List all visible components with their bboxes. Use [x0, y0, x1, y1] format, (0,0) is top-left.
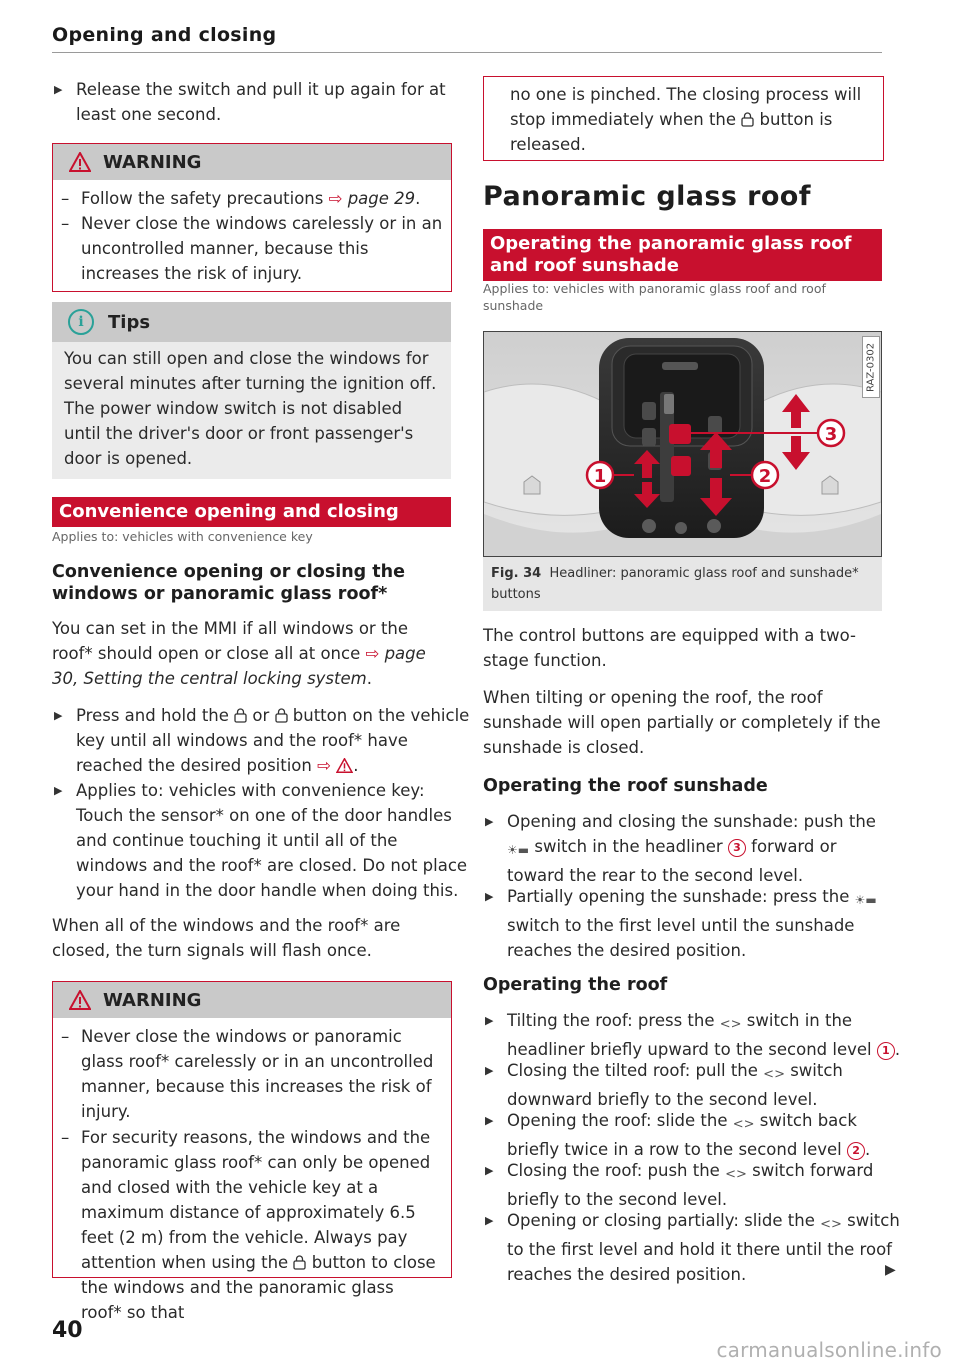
arrow-ref-icon: ⇨ — [328, 189, 348, 208]
bullet-partial-roof: ▶ Opening or closing partially: slide the <> switch to the first level and hold it there until the roof reaches the desired position. — [483, 1208, 907, 1287]
tips-header — [52, 302, 451, 342]
callout-2 — [752, 462, 778, 488]
page-header-title: Opening and closing — [52, 24, 277, 46]
key-lock-icon — [293, 1255, 306, 1270]
figure-headliner — [483, 331, 882, 557]
page-number: 40 — [52, 1318, 83, 1343]
watermark: carmanualsonline.info — [716, 1338, 942, 1362]
para-two-stage: The control buttons are equipped with a two-stage function. — [483, 626, 856, 670]
warning-triangle-icon — [69, 152, 91, 172]
tips-text: You can still open and close the windows for several minutes after turning the ignition off. The power window switch is not disabled until the driver's door or front passenger's door is opened. — [64, 349, 437, 468]
warning-label-2: WARNING — [103, 989, 202, 1011]
callout-3 — [818, 420, 844, 446]
tips-body — [52, 342, 451, 479]
figure-code: RAZ-0302 — [865, 342, 877, 392]
roof-switch-icon: <> — [820, 1217, 842, 1232]
bullet-press-hold: ▶ Press and hold the or button on the vehicle key until all windows and the roof* have reached the desired position ⇨ . — [52, 703, 472, 778]
sunshade-icon: ☀▬ — [507, 843, 530, 857]
applies-to-convenience: Applies to: vehicles with convenience key — [52, 529, 313, 544]
bullet-sensor: ▶ Applies to: vehicles with convenience key: Touch the sensor* on one of the door handles and continue touching it until all of the windows and the roof* are closed. Do not place your hand in the door handle when doing this. — [52, 778, 472, 903]
warning1-page-ref[interactable]: page 29 — [347, 189, 416, 208]
warning1-item-1: – Follow the safety precautions ⇨ page 29. — [53, 186, 443, 211]
roof-switch-icon: <> — [725, 1167, 747, 1182]
section-title-roof: Operating the panoramic glass roof and roof sunshade — [483, 229, 882, 281]
warning-header-1 — [53, 144, 451, 180]
bullet-sunshade-partial: ▶ Partially opening the sunshade: press the ☀▬ switch to the first level until the sunshade reaches the desired position. — [483, 884, 887, 963]
key-lock-icon — [234, 708, 247, 723]
header-rule — [52, 52, 882, 53]
bullet-tilt: ▶ Tilting the roof: press the <> switch in the headliner briefly upward to the second level 1 . — [483, 1008, 907, 1062]
key-lock-icon — [741, 112, 754, 127]
arrow-ref-icon: ⇨ — [317, 756, 337, 775]
info-icon: i — [68, 309, 94, 335]
bullet-close-tilted: ▶ Closing the tilted roof: pull the <> switch downward briefly to the second level. — [483, 1058, 887, 1112]
tips-label: Tips — [108, 311, 151, 333]
figure-code-box — [862, 336, 880, 398]
subheading-convenience: Convenience opening or closing the windows or panoramic glass roof* — [52, 562, 405, 604]
para-tilting: When tilting or opening the roof, the roof sunshade will open partially or completely if the sunshade is closed. — [483, 688, 881, 757]
tips-box — [52, 302, 451, 479]
para-mmi: You can set in the MMI if all windows or the roof* should open or close all at once ⇨ page 30, Setting the central locking system. — [52, 619, 426, 688]
svg-text:2: 2 — [758, 466, 772, 487]
warning2-item-2: – For security reasons, the windows and the panoramic glass roof* can only be opened and closed with the vehicle key at a maximum distance of approximately 6.5 feet (2 m) from the vehicle. Always pay attention when using the button to close the windows and the panoramic glass roof* so that — [53, 1125, 437, 1325]
warning2-item-1: – Never close the windows or panoramic glass roof* carelessly or in an uncontrolled manner, because this increases the risk of injury. — [53, 1024, 437, 1124]
applies-to-roof: Applies to: vehicles with panoramic glass roof and roof sunshade — [483, 281, 826, 313]
intro-bullet: ▶ Release the switch and pull it up again for at least one second. — [52, 77, 466, 127]
roof-switch-icon: <> — [719, 1017, 742, 1032]
warning-triangle-icon — [69, 990, 91, 1010]
warning-header-2 — [53, 982, 451, 1018]
svg-text:1: 1 — [593, 466, 607, 487]
subheading-sunshade: Operating the roof sunshade — [483, 776, 768, 796]
sunshade-icon: ☀▬ — [854, 893, 877, 907]
para-turn-signals: When all of the windows and the roof* are closed, the turn signals will flash once. — [52, 916, 401, 960]
continue-arrow-icon: ▶ — [885, 1262, 896, 1278]
callout-ref-1: 1 — [877, 1042, 895, 1060]
warning-triangle-icon — [336, 758, 353, 773]
bullet-close-roof: ▶ Closing the roof: push the <> switch forward briefly to the second level. — [483, 1158, 887, 1212]
bullet-sunshade-open-close: ▶ Opening and closing the sunshade: push the ☀▬ switch in the headliner 3 forward or toward the rear to the second level. — [483, 809, 887, 888]
warning1-item-2: – Never close the windows carelessly or in an uncontrolled manner, because this increases the risk of injury. — [53, 211, 443, 286]
callout-1 — [587, 462, 613, 488]
roof-switch-icon: <> — [763, 1067, 785, 1082]
bullet-open-roof: ▶ Opening the roof: slide the <> switch back briefly twice in a row to the second level 2 . — [483, 1108, 887, 1162]
headliner-illustration — [484, 332, 881, 556]
section-title-convenience: Convenience opening and closing — [52, 497, 451, 527]
warning-box-1 — [52, 143, 452, 292]
subheading-roof: Operating the roof — [483, 975, 668, 995]
callout-ref-2: 2 — [847, 1142, 865, 1160]
svg-text:3: 3 — [824, 424, 838, 445]
warning-box-continued — [483, 76, 884, 161]
arrow-ref-icon: ⇨ — [365, 644, 385, 663]
warning-box-2 — [52, 981, 452, 1322]
warning-continued-text: no one is pinched. The closing process will stop immediately when the button is released. — [510, 85, 862, 154]
chapter-title: Panoramic glass roof — [483, 181, 811, 212]
roof-switch-icon: <> — [732, 1117, 755, 1132]
warning-label-1: WARNING — [103, 151, 202, 173]
callout-ref-3: 3 — [728, 839, 746, 857]
key-lock-icon — [275, 708, 288, 723]
central-locking-ref[interactable]: page 30, Setting the central locking system — [52, 644, 426, 688]
figure-caption: Fig. 34 Headliner: panoramic glass roof and sunshade* buttons — [483, 557, 882, 611]
